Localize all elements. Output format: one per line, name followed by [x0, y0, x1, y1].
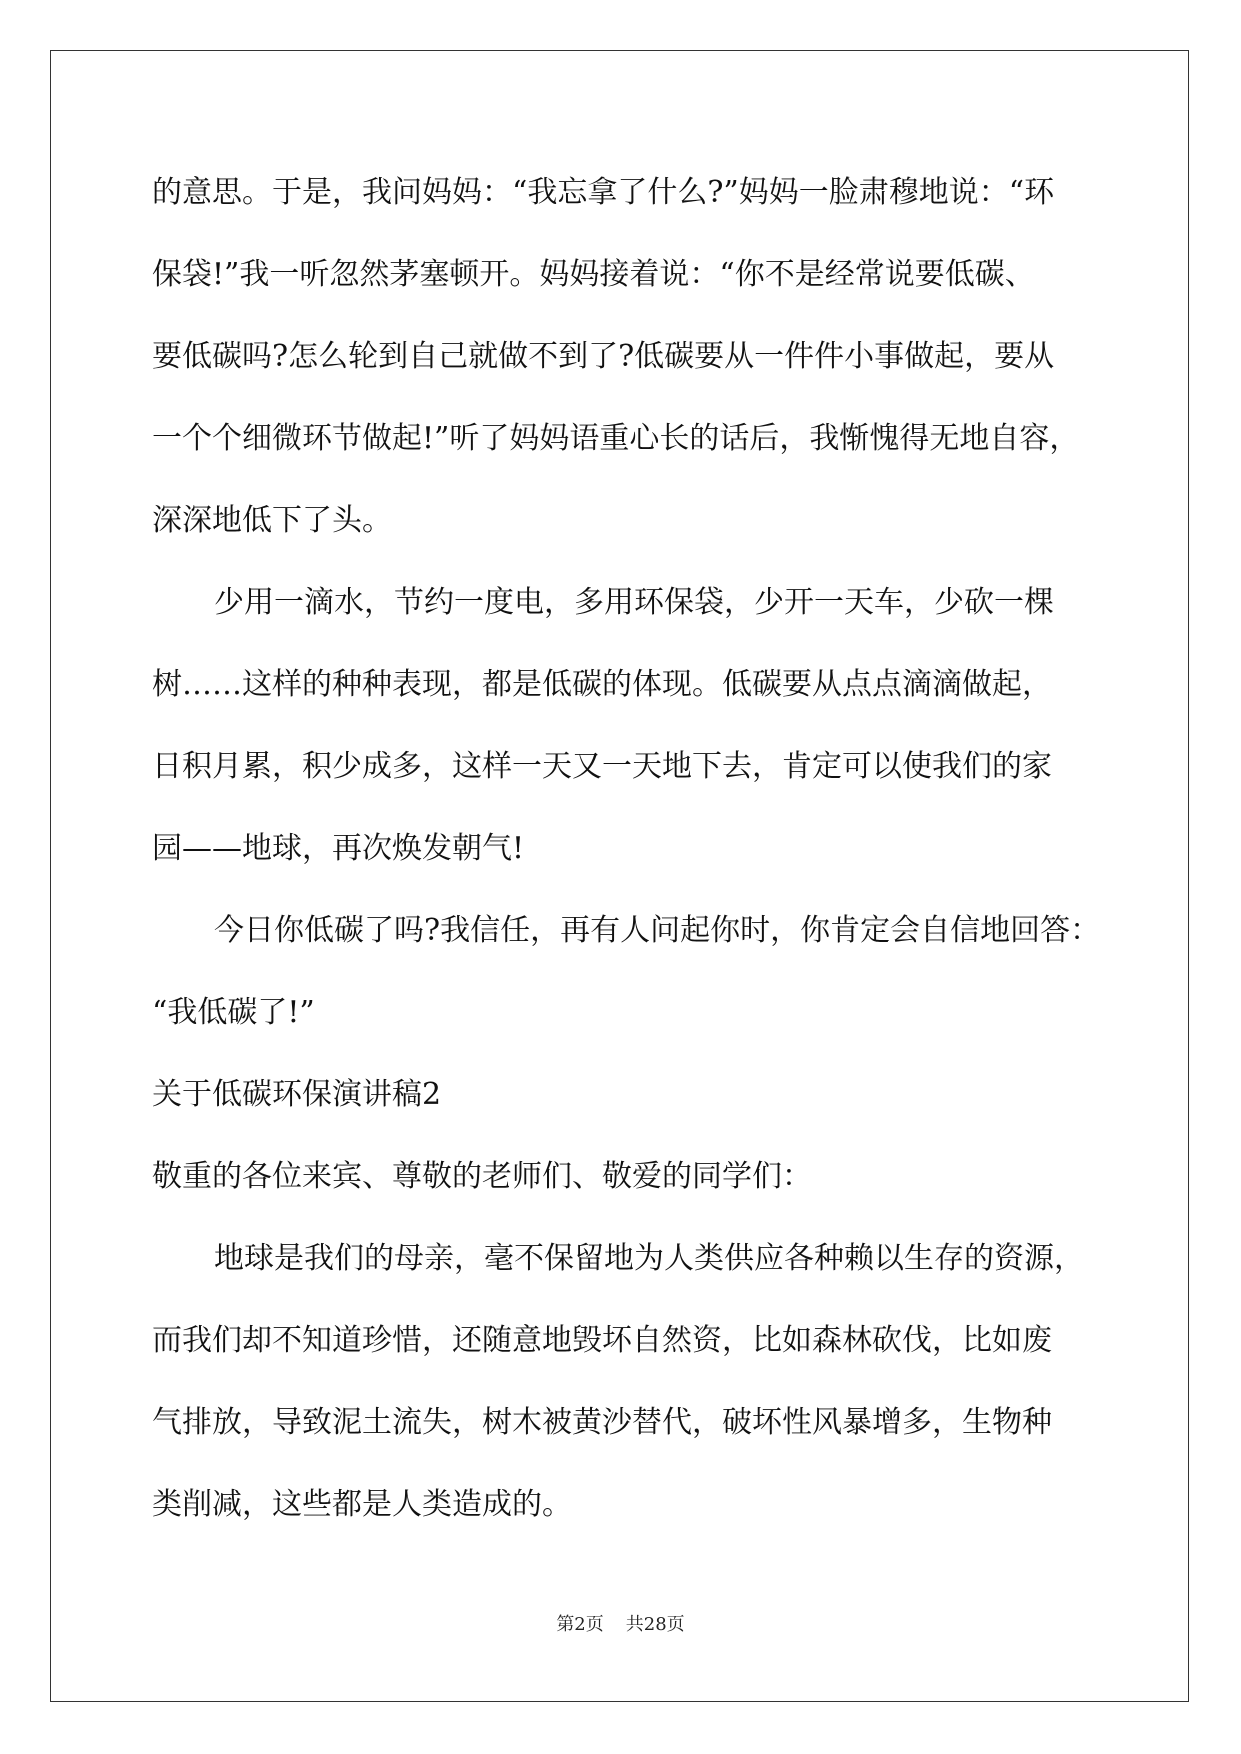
text-line: 深深地低下了头。 — [152, 503, 392, 538]
text-line: 日积月累，积少成多，这样一天又一天地下去，肯定可以使我们的家 — [152, 749, 1052, 784]
document-body — [152, 152, 1101, 1546]
text-line: 的意思。于是，我问妈妈：“我忘拿了什么?”妈妈一脸肃穆地说：“环 — [152, 175, 1055, 210]
text-line: “我低碳了!” — [152, 995, 315, 1030]
paragraph-start-line: 地球是我们的母亲，毫不保留地为人类供应各种赖以生存的资源， — [214, 1241, 1084, 1276]
text-line: 类削减，这些都是人类造成的。 — [152, 1487, 572, 1522]
page-number: 第2页 — [556, 1614, 604, 1635]
text-line: 园——地球，再次焕发朝气! — [152, 831, 525, 866]
text-line: 树……这样的种种表现，都是低碳的体现。低碳要从点点滴滴做起， — [152, 667, 1052, 702]
text-line: 一个个细微环节做起!”听了妈妈语重心长的话后，我惭愧得无地自容， — [152, 421, 1080, 456]
text-line: 保袋!”我一听忽然茅塞顿开。妈妈接着说：“你不是经常说要低碳、 — [152, 257, 1035, 292]
section-heading: 关于低碳环保演讲稿2 — [152, 1077, 442, 1112]
paragraph-start-line: 少用一滴水，节约一度电，多用环保袋，少开一天车，少砍一棵 — [214, 585, 1054, 620]
text-line: 要低碳吗?怎么轮到自己就做不到了?低碳要从一件件小事做起，要从 — [152, 339, 1055, 374]
text-line: 而我们却不知道珍惜，还随意地毁坏自然资，比如森林砍伐，比如废 — [152, 1323, 1052, 1358]
page-total: 共28页 — [625, 1614, 685, 1635]
salutation-line: 敬重的各位来宾、尊敬的老师们、敬爱的同学们： — [152, 1159, 812, 1194]
page-footer — [0, 1610, 1241, 1636]
paragraph-start-line: 今日你低碳了吗?我信任，再有人问起你时，你肯定会自信地回答： — [214, 913, 1101, 948]
text-line: 气排放，导致泥土流失，树木被黄沙替代，破坏性风暴增多，生物种 — [152, 1405, 1052, 1440]
